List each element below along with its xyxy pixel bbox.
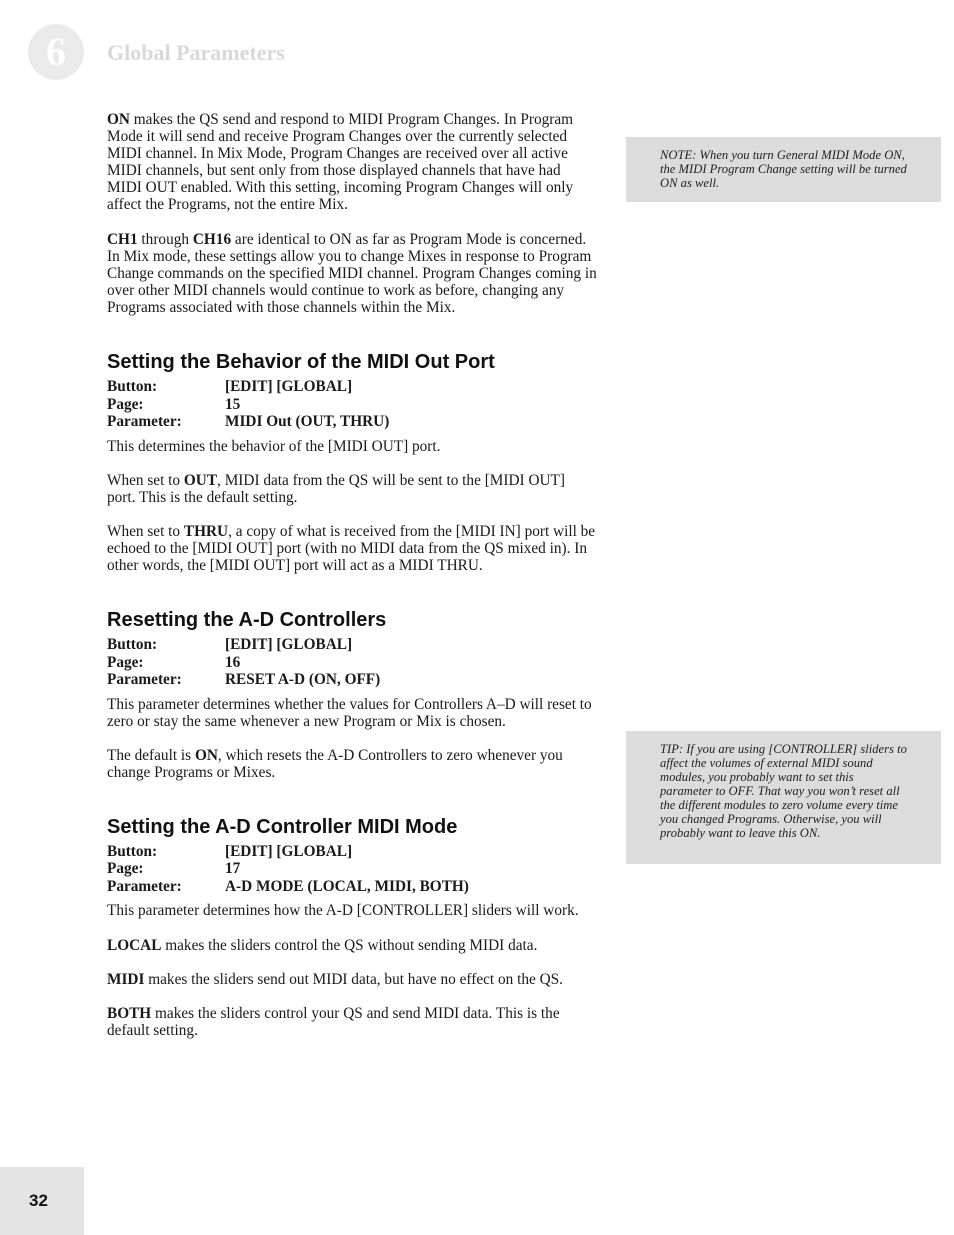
- paragraph-channels: CH1 through CH16 are identical to ON as far as Program Mode is concerned. In Mix mode, these settings allow you to change Mixes in response to Program Change commands on the specified MIDI channel. Program Changes coming in over other MIDI channels would continue to work as before, changing any Programs associated with those channels within the Mix.: [107, 230, 597, 316]
- paragraph: This parameter determines whether the values for Controllers A–D will reset to zero or stay the same whenever a new Program or Mix is chosen.: [107, 695, 592, 730]
- page-number-box: [0, 1167, 84, 1235]
- main-content: [107, 111, 597, 1056]
- section-heading-midi-out: Setting the Behavior of the MIDI Out Port: [107, 351, 495, 374]
- param-row: Button: [EDIT] [GLOBAL]: [107, 842, 353, 860]
- chapter-badge: [28, 24, 84, 80]
- param-block: [107, 843, 597, 896]
- page-number: 32: [29, 1191, 48, 1210]
- paragraph: This parameter determines how the A-D [CONTROLLER] sliders will work.: [107, 902, 579, 920]
- paragraph: BOTH makes the sliders control your QS and send MIDI data. This is the default setting.: [107, 1004, 560, 1039]
- param-row: Page: 16: [107, 653, 241, 671]
- paragraph: When set to OUT, MIDI data from the QS will be sent to the [MIDI OUT] port. This is the default setting.: [107, 471, 565, 506]
- paragraph: The default is ON, which resets the A-D Controllers to zero whenever you change Programs or Mixes.: [107, 746, 563, 781]
- param-row: Parameter: RESET A-D (ON, OFF): [107, 671, 381, 689]
- param-row: Parameter: MIDI Out (OUT, THRU): [107, 413, 390, 431]
- param-row: Parameter: A-D MODE (LOCAL, MIDI, BOTH): [107, 877, 469, 895]
- tip-text: TIP: If you are using [CONTROLLER] sliders to affect the volumes of external MIDI sound modules, you probably want to set this parameter to OFF. That way you won’t reset all the different modules to zero volume every time you changed Programs. Otherwise, you will probably want to leave this ON.: [660, 742, 907, 840]
- section-heading-ad-mode: Setting the A-D Controller MIDI Mode: [107, 815, 458, 838]
- note-text: NOTE: When you turn General MIDI Mode ON, the MIDI Program Change setting will be turned ON as well.: [660, 148, 907, 190]
- paragraph: MIDI makes the sliders send out MIDI data, but have no effect on the QS.: [107, 970, 563, 988]
- tip-box: [626, 731, 941, 864]
- paragraph-on: ON makes the QS send and respond to MIDI Program Changes. In Program Mode it will send and receive Program Changes over the currently selected MIDI channel. In Mix Mode, Program Changes are received over all active MIDI channels, but sent only from those displayed channels that have had MIDI OUT enabled. With this setting, incoming Program Changes will only affect the Programs, not the entire Mix.: [107, 111, 574, 214]
- chapter-title: Global Parameters: [107, 40, 285, 65]
- param-row: Page: 15: [107, 395, 241, 413]
- param-block: [107, 636, 597, 689]
- param-row: Button: [EDIT] [GLOBAL]: [107, 636, 353, 654]
- param-row: Page: 17: [107, 860, 241, 878]
- param-row: Button: [EDIT] [GLOBAL]: [107, 378, 353, 396]
- paragraph: LOCAL makes the sliders control the QS without sending MIDI data.: [107, 936, 538, 954]
- note-box: [626, 137, 941, 202]
- chapter-number: 6: [46, 29, 66, 74]
- section-heading-reset-ad: Resetting the A-D Controllers: [107, 609, 387, 632]
- param-block: [107, 378, 597, 431]
- paragraph: This determines the behavior of the [MIDI OUT] port.: [107, 437, 441, 455]
- paragraph: When set to THRU, a copy of what is received from the [MIDI IN] port will be echoed to the [MIDI OUT] port (with no MIDI data from the QS mixed in). In other words, the [MIDI OUT] port will act as a MIDI THRU.: [107, 522, 596, 574]
